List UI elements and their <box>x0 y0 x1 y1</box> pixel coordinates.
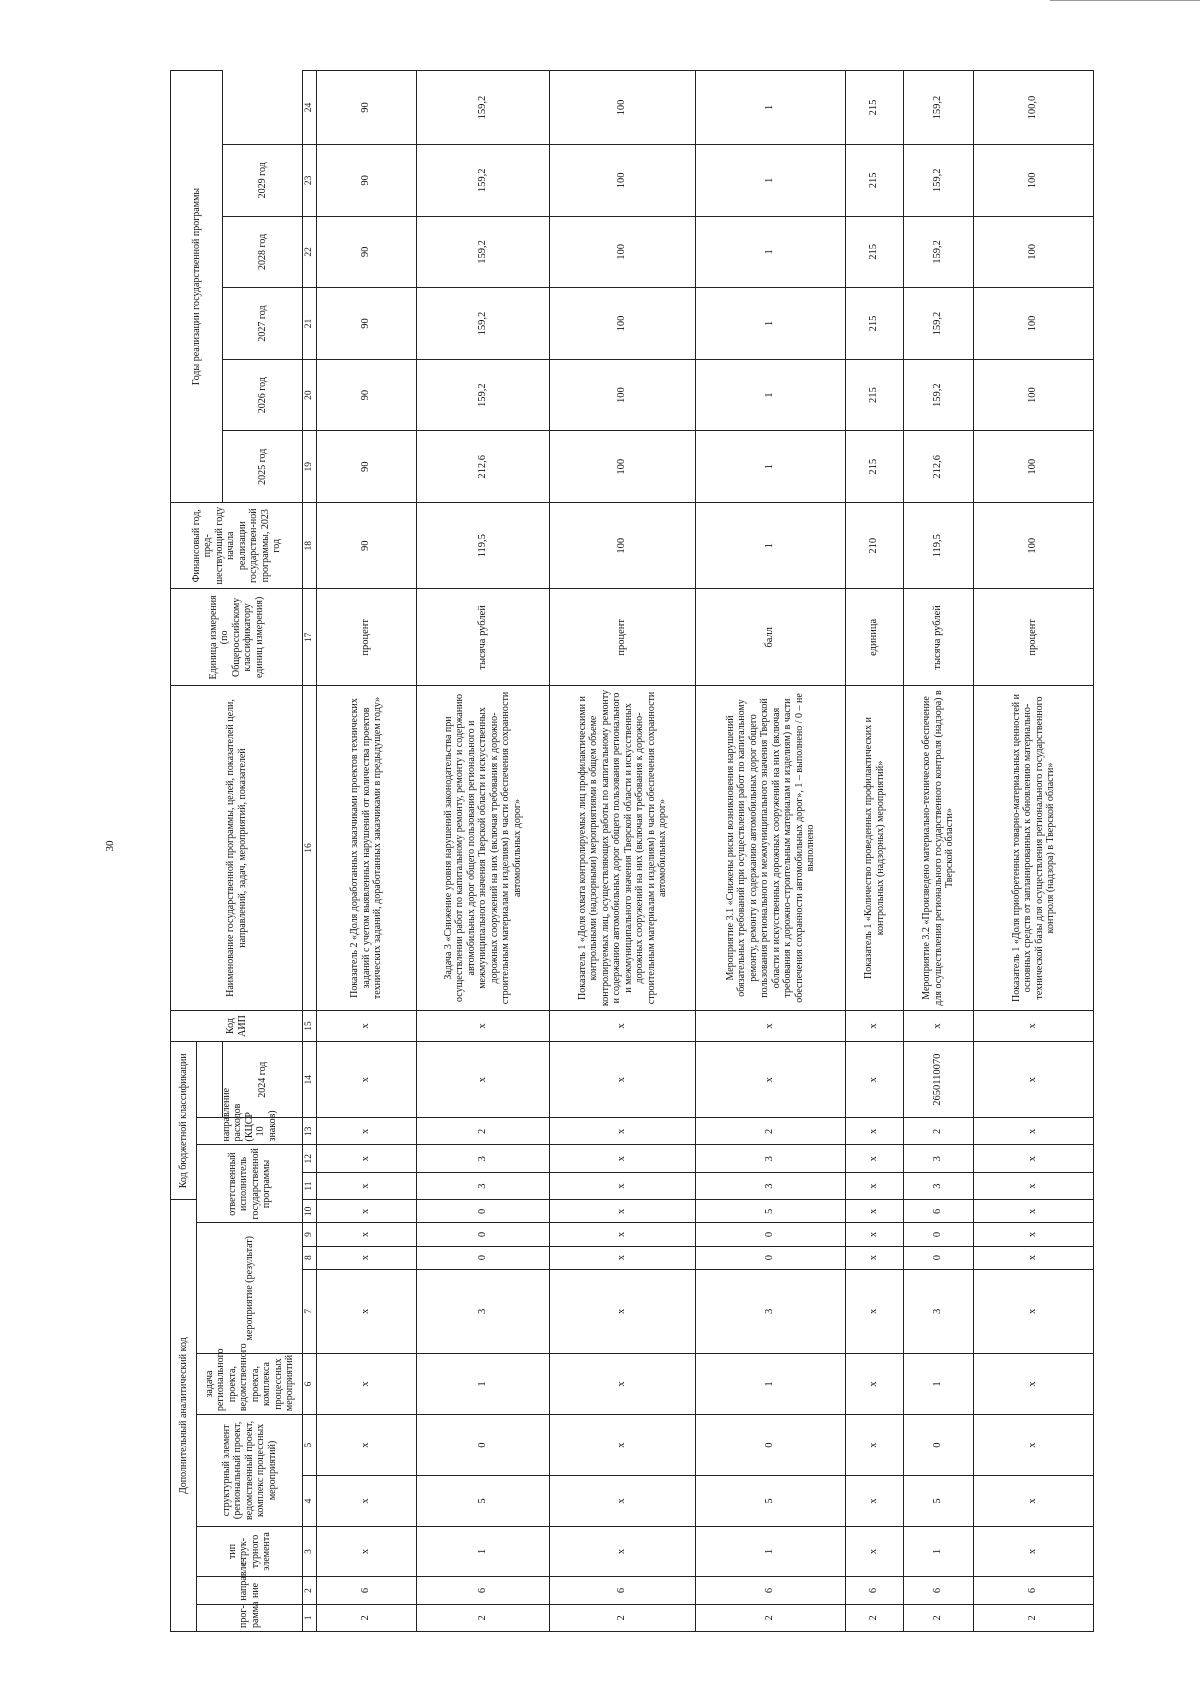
cell-c8: 0 <box>696 1246 846 1269</box>
cell-y2026: 1 <box>696 288 846 360</box>
indicator-name-cell: Задача 3 «Снижение уровня нарушений законодательства при осуществлении работ по капитальному ремонту, ремонту и содержанию автомобильных дорог общего пользования регионального и межмуниципального значения Тверской области и искусственных дорожных сооружений на них (включая требования к дорожно-строительным материалам и изделиям) в части обеспечения сохранности автомобильных дорог» <box>417 686 550 1010</box>
cell-y2029: 90 <box>317 71 417 145</box>
cell-c6: x <box>846 1354 904 1415</box>
cell-c5: 0 <box>417 1415 550 1476</box>
cell-y2025: 90 <box>317 359 417 431</box>
cell-y2026: 100 <box>550 288 696 360</box>
years-group-header: Годы реализации государственной программы <box>171 71 223 503</box>
cell-c4: x <box>317 1476 417 1527</box>
cell-c10: 0 <box>417 1200 550 1223</box>
cell-c9: 0 <box>696 1223 846 1246</box>
cell-c14: x <box>974 1042 1094 1118</box>
cell-c13: 2 <box>696 1118 846 1145</box>
cell-c1: 2 <box>846 1604 904 1631</box>
cell-c14: 2650110070 <box>904 1042 974 1118</box>
header-row-1 <box>171 71 197 1632</box>
cell-c14: x <box>317 1042 417 1118</box>
direction-header: направле-ние <box>197 1577 303 1604</box>
name-header: Наименование государственной программы, целей, показателей цели, направлений, задач, мероприятий, показателей <box>171 686 303 1010</box>
cell-base: 119,5 <box>904 503 974 589</box>
cell-c2: 6 <box>317 1577 417 1604</box>
cell-c8: 0 <box>417 1246 550 1269</box>
cell-c5: 0 <box>904 1415 974 1476</box>
cell-y2029: 100,0 <box>974 71 1094 145</box>
cell-c10: x <box>550 1200 696 1223</box>
cell-c7: x <box>550 1269 696 1353</box>
cell-y2025: 1 <box>696 359 846 431</box>
cell-c11: x <box>846 1172 904 1199</box>
indicator-name-cell: Показатель 2 «Доля доработанных заказчиками проектов технических заданий с учетом выявленных нарушений от количества проектов технических заданий, доработанных заказчиками в предыдущем году» <box>317 686 417 1010</box>
cell-c6: 1 <box>904 1354 974 1415</box>
cell-c12: 3 <box>696 1145 846 1172</box>
col-number: 1 <box>303 1604 317 1631</box>
cell-c1: 2 <box>317 1604 417 1631</box>
cell-y2029: 215 <box>846 71 904 145</box>
cell-y2027: 215 <box>846 216 904 288</box>
cell-c3: x <box>974 1526 1094 1577</box>
cell-y2029: 100 <box>550 71 696 145</box>
cell-c2: 6 <box>696 1577 846 1604</box>
base-year-header: Финансовый год, пред-шествующий году начала реализации государствен-ной программы, 2023 год <box>171 503 303 589</box>
table-row <box>317 71 417 1632</box>
cell-y2028: 159,2 <box>904 145 974 217</box>
cell-c3: x <box>550 1526 696 1577</box>
col-number: 8 <box>303 1246 317 1269</box>
cell-unit: единица <box>846 589 904 686</box>
cell-y2025: 100 <box>550 359 696 431</box>
cell-c11: 3 <box>904 1172 974 1199</box>
col-number: 14 <box>303 1042 317 1118</box>
table-row <box>417 71 550 1632</box>
aip-code-header: Код АИП <box>171 1010 303 1042</box>
cell-c15: x <box>317 1010 417 1042</box>
cell-c3: 1 <box>696 1526 846 1577</box>
cell-c6: x <box>317 1354 417 1415</box>
indicator-name-cell: Мероприятие 3.1 «Снижены риски возникновения нарушений обязательных требований при осуществлении работ по капитальному ремонту, ремонту и содержанию автомобильных дорог общего пользования регионального и межмуниципального значения Тверской области и искусственных дорожных сооружений на них (включая требования к дорожно-строительным материалам и изделиям) в части обеспечения сохранности автомобильных дорог», 1 – выполнено / 0 – не выполнено <box>696 686 846 1010</box>
year-2028-header: 2028 год <box>223 216 303 288</box>
cell-c9: x <box>846 1223 904 1246</box>
col-number: 13 <box>303 1118 317 1145</box>
structural-element-header: структурный элемент (региональный проект, ведомственный проект, комплекс процессных мероприятий) <box>197 1415 303 1527</box>
cell-base: 90 <box>317 503 417 589</box>
col-number: 17 <box>303 589 317 686</box>
cell-c4: 5 <box>904 1476 974 1527</box>
cell-c15: x <box>904 1010 974 1042</box>
cell-c5: x <box>317 1415 417 1476</box>
cell-c1: 2 <box>974 1604 1094 1631</box>
col-number: 2 <box>303 1577 317 1604</box>
cell-c14: x <box>846 1042 904 1118</box>
cell-c6: 1 <box>417 1354 550 1415</box>
cell-c9: x <box>974 1223 1094 1246</box>
cell-c6: x <box>974 1354 1094 1415</box>
cell-c9: 0 <box>417 1223 550 1246</box>
cell-unit: процент <box>550 589 696 686</box>
col-number: 6 <box>303 1354 317 1415</box>
cell-c14: x <box>417 1042 550 1118</box>
cell-c12: x <box>846 1145 904 1172</box>
cell-c10: 5 <box>696 1200 846 1223</box>
cell-c8: x <box>974 1246 1094 1269</box>
cell-c2: 6 <box>974 1577 1094 1604</box>
year-2026-header: 2026 год <box>223 359 303 431</box>
col-number: 21 <box>303 288 317 360</box>
cell-c3: 1 <box>417 1526 550 1577</box>
cell-c7: x <box>846 1269 904 1353</box>
cell-unit: балл <box>696 589 846 686</box>
cell-c4: 5 <box>696 1476 846 1527</box>
table-row <box>846 71 904 1632</box>
cell-c4: x <box>974 1476 1094 1527</box>
cell-c3: 1 <box>904 1526 974 1577</box>
table-row <box>696 71 846 1632</box>
year-2027-header: 2027 год <box>223 288 303 360</box>
cell-c4: x <box>846 1476 904 1527</box>
cell-y2024: 212,6 <box>417 431 550 503</box>
executor-header: ответственный исполнитель государственной программы <box>197 1145 303 1223</box>
cell-c12: 3 <box>904 1145 974 1172</box>
table-row <box>550 71 696 1632</box>
col-number: 22 <box>303 216 317 288</box>
cell-y2027: 100 <box>550 216 696 288</box>
cell-y2026: 90 <box>317 288 417 360</box>
cell-c7: 3 <box>417 1269 550 1353</box>
rotated-table-container <box>170 70 1082 1632</box>
cell-c11: 3 <box>696 1172 846 1199</box>
cell-c1: 2 <box>696 1604 846 1631</box>
table-row <box>904 71 974 1632</box>
cell-y2024: 90 <box>317 431 417 503</box>
cell-c5: 0 <box>696 1415 846 1476</box>
analytic-code-header: Дополнительный аналитический код <box>171 1200 197 1632</box>
cell-base: 119,5 <box>417 503 550 589</box>
cell-c6: 1 <box>696 1354 846 1415</box>
cell-c2: 6 <box>417 1577 550 1604</box>
cell-c7: 3 <box>696 1269 846 1353</box>
cell-y2028: 100 <box>550 145 696 217</box>
cell-y2024: 1 <box>696 431 846 503</box>
indicator-name-cell: Показатель 1 «Количество проведенных профилактических и контрольных (надзорных) мероприятий» <box>846 686 904 1010</box>
cell-y2027: 159,2 <box>417 216 550 288</box>
unit-header: Единица измерения (по Общероссийскому классификатору единиц измерения) <box>171 589 303 686</box>
page-number: 30 <box>104 840 116 852</box>
cell-y2027: 1 <box>696 216 846 288</box>
cell-c15: x <box>550 1010 696 1042</box>
col-number: 19 <box>303 431 317 503</box>
rotated-table-wrapper <box>170 70 1082 1632</box>
cell-c9: x <box>550 1223 696 1246</box>
cell-c8: 0 <box>904 1246 974 1269</box>
cell-c9: 0 <box>904 1223 974 1246</box>
col-number: 5 <box>303 1415 317 1476</box>
cell-c2: 6 <box>904 1577 974 1604</box>
cell-y2026: 100 <box>974 288 1094 360</box>
cell-c2: 6 <box>550 1577 696 1604</box>
col-number: 12 <box>303 1145 317 1172</box>
cell-c8: x <box>846 1246 904 1269</box>
cell-c7: 3 <box>904 1269 974 1353</box>
cell-c7: x <box>317 1269 417 1353</box>
cell-c15: x <box>417 1010 550 1042</box>
cell-y2025: 159,2 <box>904 359 974 431</box>
cell-c15: x <box>846 1010 904 1042</box>
cell-y2029: 159,2 <box>417 71 550 145</box>
cell-y2028: 215 <box>846 145 904 217</box>
year-2025-header: 2025 год <box>223 431 303 503</box>
cell-y2026: 159,2 <box>417 288 550 360</box>
cell-c4: x <box>550 1476 696 1527</box>
cell-c13: x <box>974 1118 1094 1145</box>
cell-c15: x <box>974 1010 1094 1042</box>
cell-y2027: 100 <box>974 216 1094 288</box>
program-indicators-table <box>170 70 1094 1632</box>
cell-y2024: 212,6 <box>904 431 974 503</box>
measure-header: мероприятие (результат) <box>197 1223 303 1354</box>
program-header: прог-рамма <box>197 1604 303 1631</box>
cell-c3: x <box>846 1526 904 1577</box>
cell-c1: 2 <box>550 1604 696 1631</box>
cell-c8: x <box>317 1246 417 1269</box>
cell-y2027: 90 <box>317 216 417 288</box>
cell-c5: x <box>846 1415 904 1476</box>
cell-unit: процент <box>974 589 1094 686</box>
cell-c9: x <box>317 1223 417 1246</box>
cell-c11: x <box>550 1172 696 1199</box>
cell-c10: 6 <box>904 1200 974 1223</box>
col-number: 15 <box>303 1010 317 1042</box>
cell-y2029: 159,2 <box>904 71 974 145</box>
cell-c12: x <box>550 1145 696 1172</box>
cell-base: 100 <box>550 503 696 589</box>
cell-c12: 3 <box>417 1145 550 1172</box>
cell-c15: x <box>696 1010 846 1042</box>
cell-y2028: 90 <box>317 145 417 217</box>
cell-c12: x <box>317 1145 417 1172</box>
cell-c14: x <box>550 1042 696 1118</box>
cell-y2025: 215 <box>846 359 904 431</box>
cell-y2025: 100 <box>974 359 1094 431</box>
cell-c10: x <box>974 1200 1094 1223</box>
cell-y2029: 1 <box>696 71 846 145</box>
indicator-name-cell: Мероприятие 3.2 «Произведено материально-техническое обеспечение для осуществления регионального государственного контроля (надзора) в Тверской области» <box>904 686 974 1010</box>
cell-y2028: 1 <box>696 145 846 217</box>
col-number: 10 <box>303 1200 317 1223</box>
cell-y2028: 100 <box>974 145 1094 217</box>
col-number: 3 <box>303 1526 317 1577</box>
cell-unit: процент <box>317 589 417 686</box>
col-number: 24 <box>303 71 317 145</box>
col-number: 20 <box>303 359 317 431</box>
top-edge-line <box>1050 0 1200 1</box>
cell-y2028: 159,2 <box>417 145 550 217</box>
cell-y2027: 159,2 <box>904 216 974 288</box>
cell-unit: тысяча рублей <box>904 589 974 686</box>
element-type-header: тип струк-турного элемента <box>197 1526 303 1577</box>
cell-c14: x <box>696 1042 846 1118</box>
cell-unit: тысяча рублей <box>417 589 550 686</box>
cell-base: 210 <box>846 503 904 589</box>
cell-c13: 2 <box>417 1118 550 1145</box>
cell-c1: 2 <box>417 1604 550 1631</box>
cell-c10: x <box>846 1200 904 1223</box>
cell-y2025: 159,2 <box>417 359 550 431</box>
cell-c10: x <box>317 1200 417 1223</box>
year-2024-header: 2024 год <box>223 1042 303 1118</box>
indicator-name-cell: Показатель 1 «Доля охвата контролируемых лиц профилактическими и контрольными (надзорными) мероприятиями в общем объеме контролируемых лиц, осуществляющих работы по капитальному ремонту и содержанию автомобильных дорог общего пользования регионального и межмуниципального значения Тверской области и искусственных дорожных сооружений на них (включая требования к дорожно-строительным материалам и изделиям) в части обеспечения сохранности автомобильных дорог» <box>550 686 696 1010</box>
cell-c3: x <box>317 1526 417 1577</box>
cell-c11: x <box>974 1172 1094 1199</box>
cell-y2026: 159,2 <box>904 288 974 360</box>
cell-c11: 3 <box>417 1172 550 1199</box>
cell-c5: x <box>550 1415 696 1476</box>
col-number: 23 <box>303 145 317 217</box>
cell-y2024: 100 <box>550 431 696 503</box>
cell-c7: x <box>974 1269 1094 1353</box>
cell-c13: x <box>550 1118 696 1145</box>
col-number: 4 <box>303 1476 317 1527</box>
indicator-name-cell: Показатель 1 «Доля приобретенных товарно-материальных ценностей и основных средств от запланированных к обновлению материально-технической базы для осуществления регионального государственного контроля (надзора) в Тверской области» <box>974 686 1094 1010</box>
cell-base: 100 <box>974 503 1094 589</box>
cell-base: 1 <box>696 503 846 589</box>
cell-c12: x <box>974 1145 1094 1172</box>
cell-c2: 6 <box>846 1577 904 1604</box>
cell-c4: 5 <box>417 1476 550 1527</box>
year-2029-header: 2029 год <box>223 145 303 217</box>
cell-c5: x <box>974 1415 1094 1476</box>
cell-y2026: 215 <box>846 288 904 360</box>
cell-y2024: 100 <box>974 431 1094 503</box>
col-number: 9 <box>303 1223 317 1246</box>
cell-c13: x <box>317 1118 417 1145</box>
column-numbers-row <box>303 71 317 1632</box>
col-number: 11 <box>303 1172 317 1199</box>
col-number: 16 <box>303 686 317 1010</box>
cell-c11: x <box>317 1172 417 1199</box>
cell-c13: x <box>846 1118 904 1145</box>
cell-c8: x <box>550 1246 696 1269</box>
cell-c13: 2 <box>904 1118 974 1145</box>
cell-y2024: 215 <box>846 431 904 503</box>
budget-code-header: Код бюджетной классификации <box>171 1042 197 1200</box>
col-number: 7 <box>303 1269 317 1353</box>
cell-c6: x <box>550 1354 696 1415</box>
cell-c1: 2 <box>904 1604 974 1631</box>
expense-direction-header: направление расходов (КЦСР 10 знаков) <box>197 1118 303 1145</box>
table-row <box>974 71 1094 1632</box>
task-header: задача регионального проекта, ведомственного проекта, комплекса процессных мероприятий <box>197 1354 303 1415</box>
col-number: 18 <box>303 503 317 589</box>
